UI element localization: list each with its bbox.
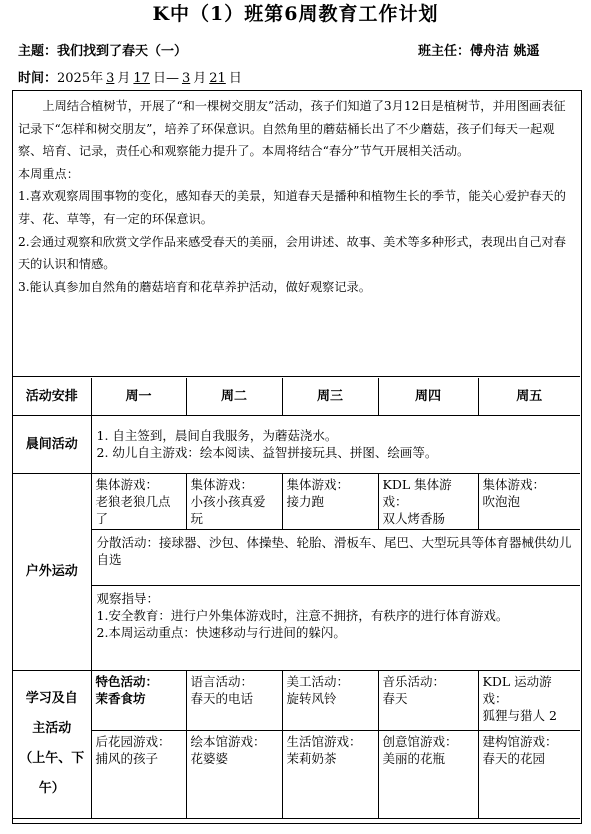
activity-cell bbox=[282, 730, 378, 818]
day-header-fri: 周五 bbox=[478, 378, 580, 415]
cell-title: 后花园游戏： bbox=[95, 733, 171, 749]
focus-item: 1.喜欢观察周围事物的变化，感知春天的美景，知道春天是播种和植物生长的季节，能关心爱护春天的芽、花、草等，有一定的环保意识。 bbox=[18, 189, 566, 226]
morning-content bbox=[91, 415, 580, 473]
morning-line: 2. 幼儿自主游戏：绘本阅读、益智拼接玩具、拼图、绘画等。 bbox=[96, 445, 438, 460]
cell-name: 吹泡泡 bbox=[482, 493, 521, 509]
outdoor-group-row bbox=[13, 473, 580, 529]
intro-paragraph: 上周结合植树节，开展了“和一棵树交朋友”活动，孩子们知道了3月12日是植树节，并用图画表征记录下“怎样和树交朋友”，培养了环保意识。自然角里的蘑菇桶长出了不少蘑菇，孩子们每天一起观察、培育、记录，责任心和观察能力提升了。本周将结合“春分”节气开展相关活动。 bbox=[18, 99, 566, 159]
start-month: 3 bbox=[106, 71, 115, 86]
schedule-table bbox=[13, 378, 580, 819]
cell-name: 狐狸与猎人 2 bbox=[482, 707, 557, 723]
year: 2025年 bbox=[57, 71, 104, 86]
cell-title: KDL 集体游戏： bbox=[382, 476, 452, 509]
study-label bbox=[13, 670, 91, 818]
day-header-wed: 周三 bbox=[282, 378, 378, 415]
morning-label: 晨间活动 bbox=[13, 415, 91, 473]
outdoor-label: 户外运动 bbox=[13, 473, 91, 670]
guide-line: 2.本周运动重点：快速移动与行进间的躲闪。 bbox=[96, 624, 346, 640]
focus-label: 本周重点： bbox=[18, 166, 79, 181]
cell-name: 老狼老狼几点了 bbox=[95, 493, 171, 526]
day-char: 日 bbox=[228, 71, 242, 86]
end-month: 3 bbox=[181, 71, 191, 86]
cell-name: 美丽的花瓶 bbox=[382, 750, 446, 766]
cell-title: 集体游戏： bbox=[482, 476, 546, 492]
time-label: 时间： bbox=[18, 71, 58, 86]
teacher-label: 班主任： bbox=[418, 44, 471, 59]
guide-label: 观察指导： bbox=[96, 590, 160, 606]
focus-item: 3.能认真参加自然角的蘑菇培育和花草养护活动，做好观察记录。 bbox=[18, 279, 371, 294]
study-row-1 bbox=[13, 670, 580, 730]
day-header-mon: 周一 bbox=[91, 378, 186, 415]
guide-line: 1.安全教育：进行户外集体游戏时，注意不拥挤，有秩序的进行体育游戏。 bbox=[96, 607, 509, 623]
cell-name: 双人烤香肠 bbox=[382, 510, 446, 526]
day-dash: 日— bbox=[152, 71, 179, 86]
activity-cell bbox=[91, 670, 186, 730]
activity-cell bbox=[478, 730, 580, 818]
group-game-cell bbox=[186, 473, 282, 529]
group-game-cell bbox=[282, 473, 378, 529]
study-row-2 bbox=[13, 730, 580, 818]
study-label-line: 主活动 bbox=[32, 721, 72, 736]
table-header-row bbox=[13, 378, 580, 415]
outdoor-guide-row bbox=[13, 585, 580, 670]
end-day: 21 bbox=[209, 71, 226, 86]
month-char-2: 月 bbox=[193, 71, 207, 86]
teacher-value: 傅舟洁 姚遥 bbox=[470, 44, 540, 59]
cell-name: 春天的电话 bbox=[190, 690, 254, 706]
day-header-thu: 周四 bbox=[378, 378, 478, 415]
activity-cell bbox=[186, 730, 282, 818]
cell-name: 旋转风铃 bbox=[286, 690, 337, 706]
cell-name: 接力跑 bbox=[286, 493, 325, 509]
teacher-line bbox=[418, 40, 540, 59]
cell-title: 特色活动： bbox=[95, 673, 159, 689]
start-day: 17 bbox=[133, 71, 150, 86]
study-label-line: 午） bbox=[38, 781, 65, 796]
cell-title: KDL 运动游戏： bbox=[482, 673, 552, 706]
cell-name: 花婆婆 bbox=[190, 750, 229, 766]
plan-document bbox=[12, 90, 582, 824]
outdoor-scattered-row bbox=[13, 529, 580, 585]
group-game-cell bbox=[478, 473, 580, 529]
cell-title: 创意馆游戏： bbox=[382, 733, 458, 749]
cell-name: 春天 bbox=[382, 690, 408, 706]
header-label: 活动安排 bbox=[13, 378, 91, 415]
activity-cell bbox=[378, 670, 478, 730]
group-game-cell bbox=[378, 473, 478, 529]
cell-title: 生活馆游戏： bbox=[286, 733, 362, 749]
theme-value: 我们找到了春天（一） bbox=[57, 44, 188, 59]
month-char: 月 bbox=[117, 71, 131, 86]
activity-cell bbox=[478, 670, 580, 730]
cell-name: 小孩小孩真爱玩 bbox=[190, 493, 266, 526]
cell-title: 集体游戏： bbox=[286, 476, 350, 492]
cell-title: 美工活动： bbox=[286, 673, 350, 689]
group-game-cell bbox=[91, 473, 186, 529]
time-line bbox=[18, 67, 578, 86]
focus-item: 2.会通过观察和欣赏文学作品来感受春天的美丽，会用讲述、故事、美术等多种形式，表现出自己对春天的认识和情感。 bbox=[18, 234, 566, 272]
activity-cell bbox=[378, 730, 478, 818]
cell-title: 建构馆游戏： bbox=[482, 733, 558, 749]
theme-label: 主题： bbox=[18, 44, 58, 59]
document-title: K中（1）班第6周教育工作计划 bbox=[152, 3, 439, 25]
cell-name: 茉莉奶茶 bbox=[286, 750, 337, 766]
scattered-activities: 分散活动：接球器、沙包、体操垫、轮胎、滑板车、尾巴、大型玩具等体育器械供幼儿自选 bbox=[91, 529, 580, 585]
study-label-line: （上午、下 bbox=[19, 751, 85, 766]
morning-line: 1. 自主签到，晨间自我服务，为蘑菇浇水。 bbox=[96, 428, 338, 443]
intro-section bbox=[13, 91, 580, 377]
cell-name: 茉香食坊 bbox=[95, 690, 146, 706]
activity-cell bbox=[282, 670, 378, 730]
cell-title: 集体游戏： bbox=[95, 476, 159, 492]
morning-row bbox=[13, 415, 580, 473]
cell-title: 音乐活动： bbox=[382, 673, 446, 689]
cell-name: 捕风的孩子 bbox=[95, 750, 159, 766]
day-header-tue: 周二 bbox=[186, 378, 282, 415]
activity-cell bbox=[186, 670, 282, 730]
cell-name: 春天的花园 bbox=[482, 750, 546, 766]
cell-title: 语言活动： bbox=[190, 673, 254, 689]
activity-cell bbox=[91, 730, 186, 818]
cell-title: 绘本馆游戏： bbox=[190, 733, 266, 749]
study-label-line: 学习及自 bbox=[25, 691, 78, 706]
observation-guide bbox=[91, 585, 580, 670]
cell-title: 集体游戏： bbox=[190, 476, 254, 492]
